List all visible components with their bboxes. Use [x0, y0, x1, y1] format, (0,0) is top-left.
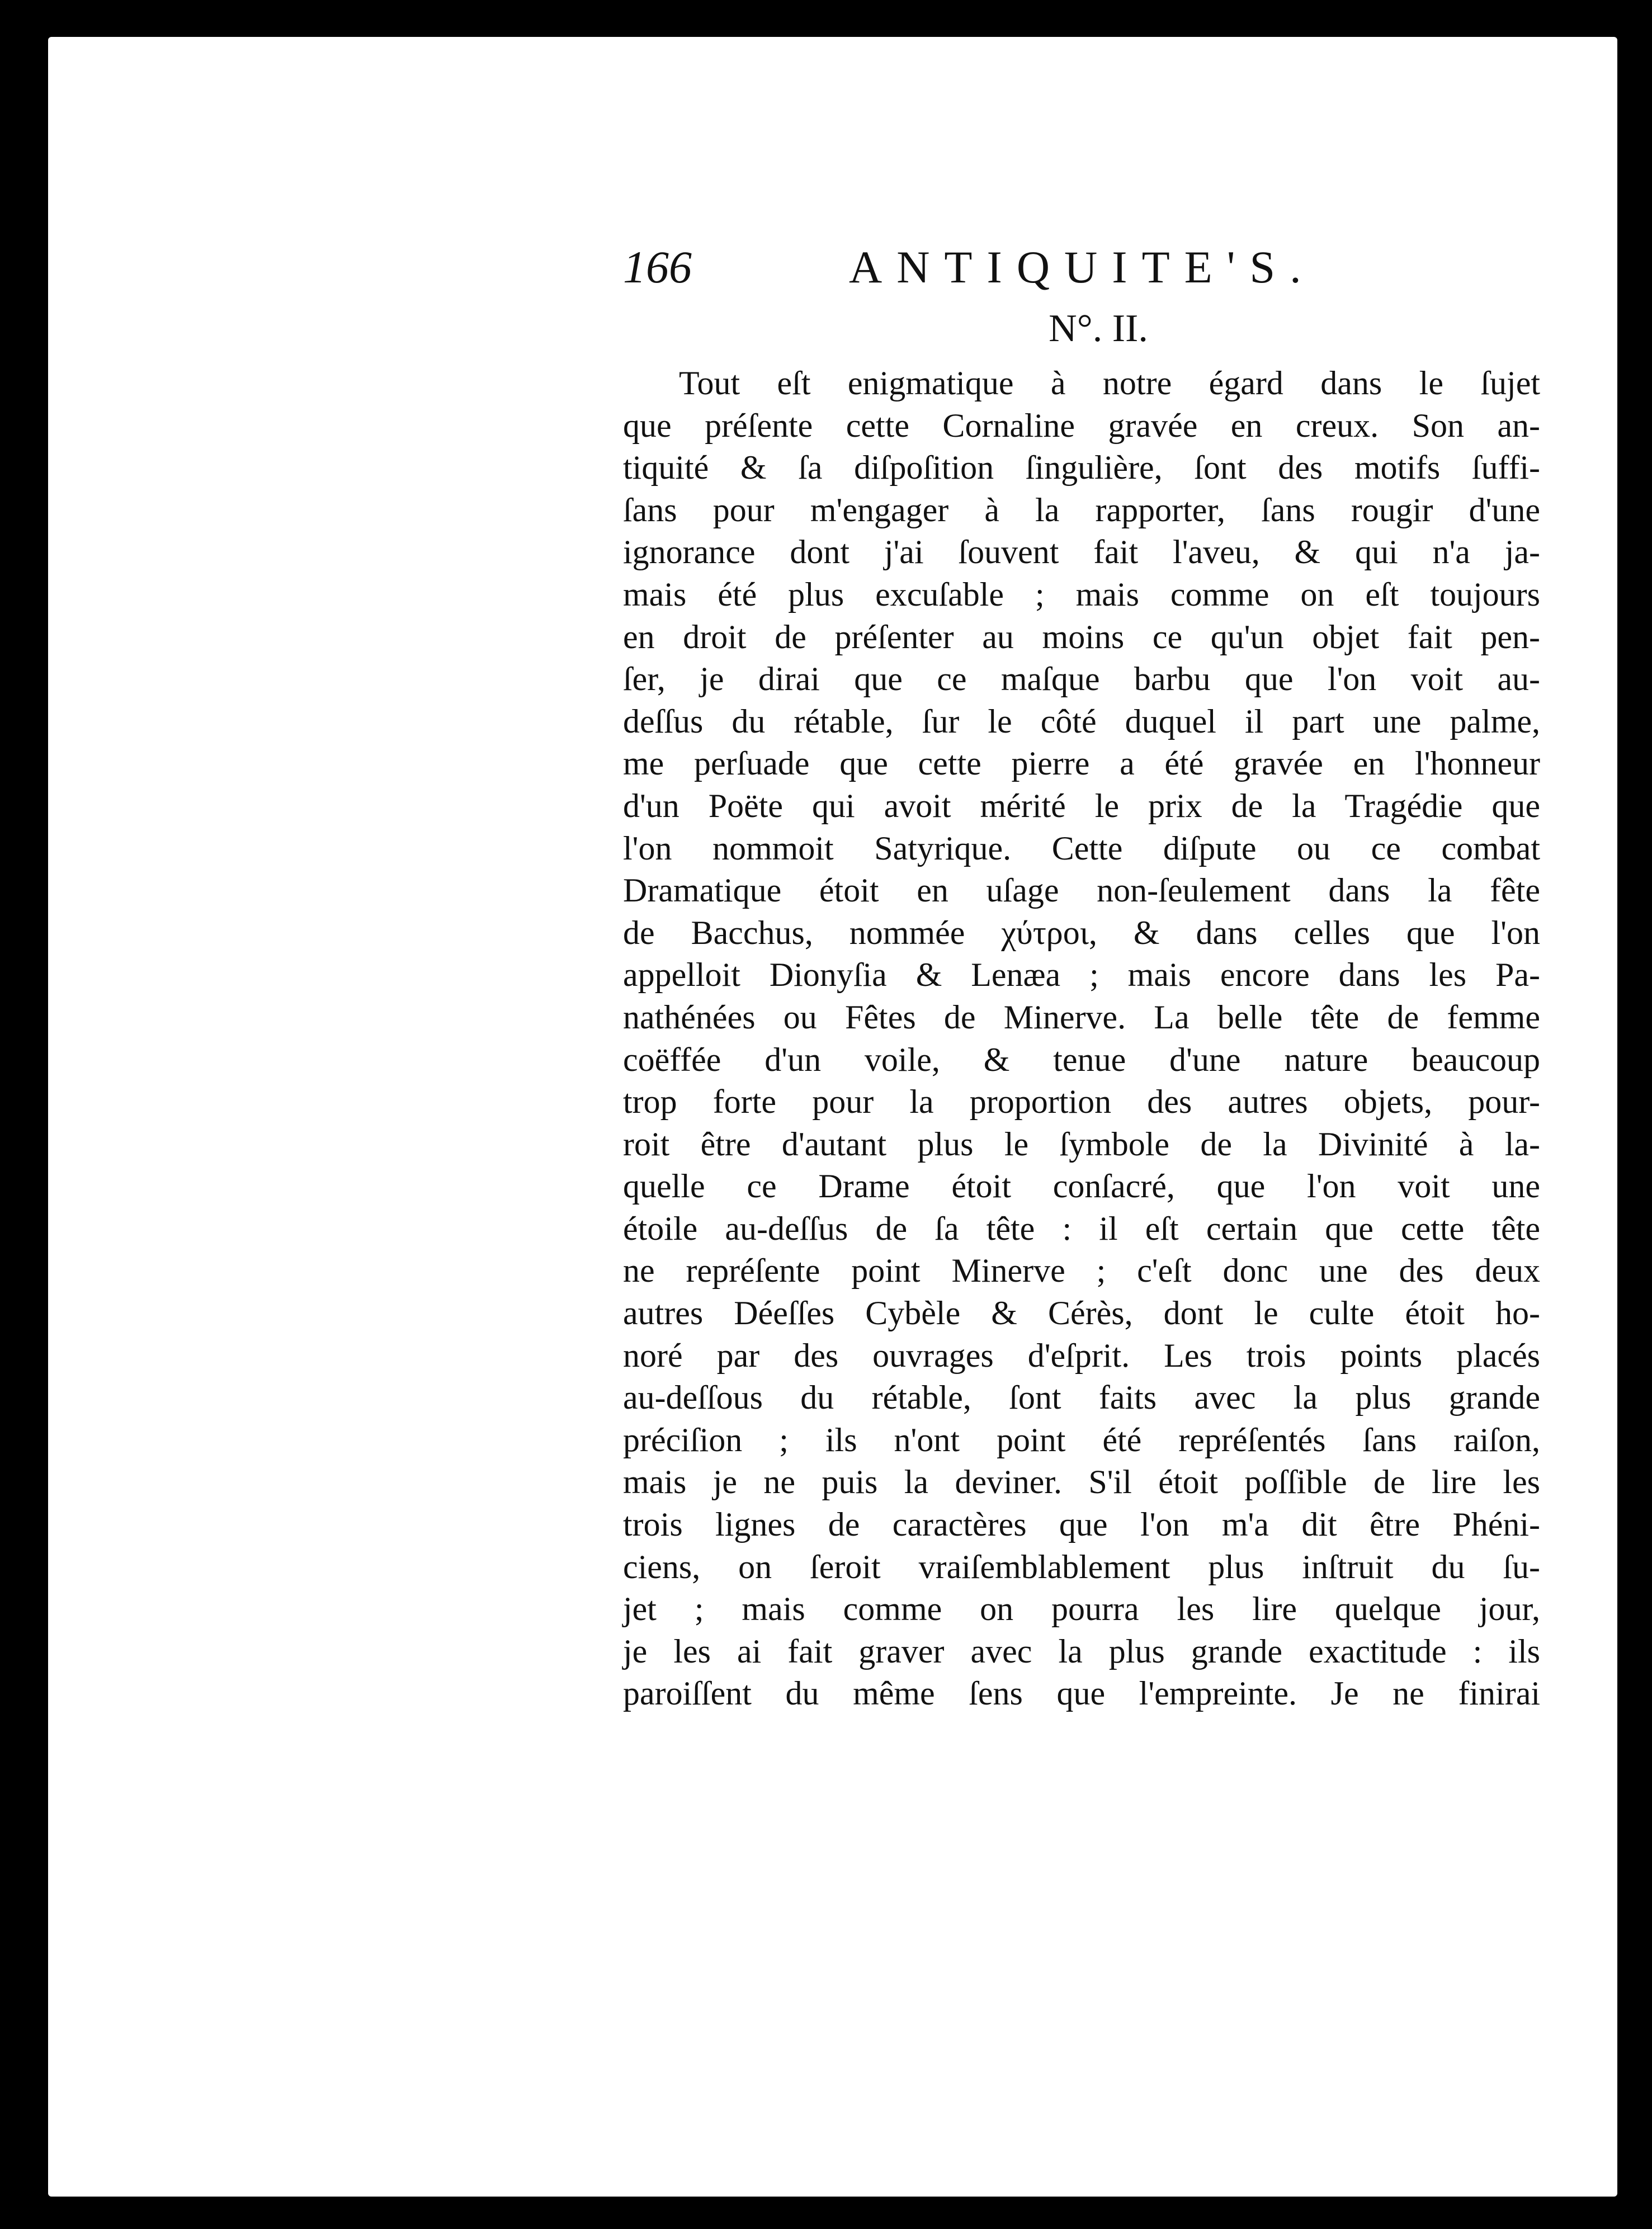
- running-head: [623, 234, 1540, 301]
- text-line: roit être d'autant plus le ſymbole de la Divinité à la-: [623, 1125, 1540, 1163]
- text-line: paroiſſent du même ſens que l'empreinte. Je ne finirai: [623, 1675, 1540, 1712]
- text-line: trop forte pour la proportion des autres objets, pour-: [623, 1083, 1540, 1121]
- text-line: ignorance dont j'ai ſouvent fait l'aveu, & qui n'a ja-: [623, 533, 1540, 571]
- text-line: en droit de préſenter au moins ce qu'un objet fait pen-: [623, 618, 1540, 655]
- running-title: ANTIQUITE'S.: [849, 242, 1316, 292]
- text-line: Tout eſt enigmatique à notre égard dans le ſujet: [679, 365, 1540, 402]
- text-line: autres Déeſſes Cybèle & Cérès, dont le culte étoit ho-: [623, 1295, 1540, 1332]
- text-line: trois lignes de caractères que l'on m'a dit être Phéni-: [623, 1506, 1540, 1543]
- text-line: ne repréſente point Minerve ; c'eſt donc une des deux: [623, 1252, 1540, 1290]
- text-line: jet ; mais comme on pourra les lire quelque jour,: [623, 1590, 1540, 1628]
- text-line: d'un Poëte qui avoit mérité le prix de la Tragédie que: [623, 787, 1540, 824]
- book-page: [48, 37, 1617, 2197]
- text-line: préciſion ; ils n'ont point été repréſentés ſans raiſon,: [623, 1421, 1540, 1458]
- text-line: au-deſſous du rétable, ſont faits avec la plus grande: [623, 1379, 1540, 1416]
- text-line: me perſuade que cette pierre a été gravée en l'honneur: [623, 745, 1540, 782]
- text-line: de Bacchus, nommée χύτροι, & dans celles que l'on: [623, 914, 1540, 951]
- text-line: que préſente cette Cornaline gravée en creux. Son an-: [623, 407, 1540, 444]
- text-line: ſer, je dirai que ce maſque barbu que l'on voit au-: [623, 660, 1540, 698]
- text-line: nathénées ou Fêtes de Minerve. La belle tête de femme: [623, 998, 1540, 1036]
- text-line: étoile au-deſſus de ſa tête : il eſt certain que cette tête: [623, 1210, 1540, 1247]
- text-line: l'on nommoit Satyrique. Cette diſpute ou ce combat: [623, 829, 1540, 867]
- text-line: ſans pour m'engager à la rapporter, ſans rougir d'une: [623, 491, 1540, 528]
- text-line: appelloit Dionyſia & Lenæa ; mais encore dans les Pa-: [623, 956, 1540, 994]
- body-paragraph: [623, 362, 1540, 1715]
- text-line: mais je ne puis la deviner. S'il étoit poſſible de lire les: [623, 1463, 1540, 1501]
- text-line: noré par des ouvrages d'eſprit. Les trois points placés: [623, 1337, 1540, 1374]
- text-block: [623, 234, 1540, 1715]
- text-line: ciens, on ſeroit vraiſemblablement plus inſtruit du ſu-: [623, 1548, 1540, 1585]
- text-line: mais été plus excuſable ; mais comme on eſt toujours: [623, 575, 1540, 613]
- page-number: 166: [623, 242, 692, 292]
- text-line: quelle ce Drame étoit conſacré, que l'on voit une: [623, 1168, 1540, 1205]
- text-line: Dramatique étoit en uſage non-ſeulement dans la fête: [623, 872, 1540, 909]
- text-line: deſſus du rétable, ſur le côté duquel il part une palme,: [623, 702, 1540, 740]
- section-number: N°. II.: [1049, 307, 1148, 350]
- text-line: tiquité & ſa diſpoſition ſingulière, ſont des motifs ſuffi-: [623, 449, 1540, 487]
- text-line: coëffée d'un voile, & tenue d'une nature beaucoup: [623, 1041, 1540, 1078]
- text-line: je les ai fait graver avec la plus grande exactitude : ils: [623, 1632, 1540, 1670]
